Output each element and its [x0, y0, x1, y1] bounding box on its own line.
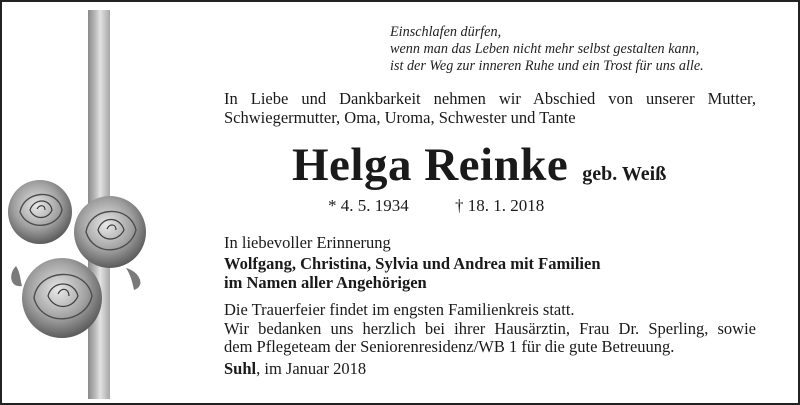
- funeral-notice: [224, 301, 756, 357]
- birth-name: geb. Weiß: [582, 163, 667, 185]
- farewell-intro: [224, 89, 756, 127]
- intro-line: Schwiegermutter, Oma, Uroma, Schwester und Tante: [224, 108, 576, 127]
- notice-line: Die Trauerfeier findet im engsten Familienkreis statt.: [224, 300, 575, 319]
- place-date: [224, 359, 366, 379]
- family-line: Wolfgang, Christina, Sylvia und Andrea mit Familien: [224, 254, 601, 273]
- leaf: [11, 266, 22, 286]
- notice-line: dem Pflegeteam der Seniorenresidenz/WB 1 für die gute Betreuung.: [224, 337, 675, 356]
- family-signatories: [224, 254, 601, 292]
- notice-line: Wir bedanken uns herzlich bei ihrer Hausärztin, Frau Dr. Sperling, sowie: [224, 318, 756, 338]
- death-date: † 18. 1. 2018: [455, 196, 545, 215]
- deceased-name: Helga Reinke: [292, 139, 569, 191]
- poem-line: Einschlafen dürfen,: [390, 24, 502, 40]
- rose-right: [74, 196, 146, 268]
- rose-top-left: [8, 180, 72, 244]
- poem-verse: [390, 24, 750, 75]
- rose-bottom: [22, 258, 102, 338]
- memory-text: In liebevoller Erinnerung: [224, 233, 391, 252]
- birth-date: * 4. 5. 1934: [328, 196, 409, 215]
- roses-icon: [6, 170, 156, 350]
- intro-line: In Liebe und Dankbarkeit nehmen wir Abschied von unserer Mutter,: [224, 89, 756, 108]
- deceased-name-row: [292, 138, 666, 192]
- poem-line: wenn man das Leben nicht mehr selbst gestalten kann,: [390, 41, 700, 57]
- poem-line: ist der Weg zur inneren Ruhe und ein Trost für uns alle.: [390, 58, 704, 74]
- place-month: , im Januar 2018: [256, 359, 367, 378]
- place-city: Suhl: [224, 359, 257, 378]
- family-line: im Namen aller Angehörigen: [224, 273, 427, 292]
- leaf: [126, 268, 140, 290]
